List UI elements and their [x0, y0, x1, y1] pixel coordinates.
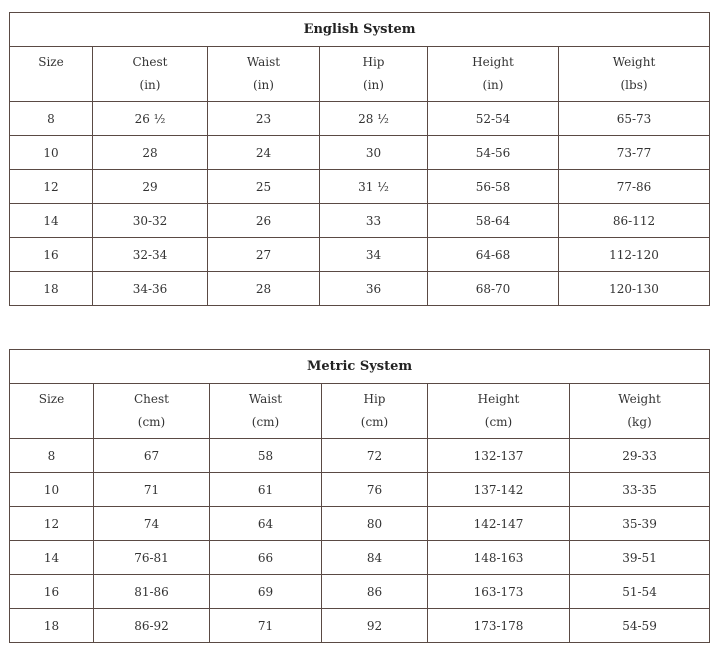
col-header-hip	[320, 47, 428, 102]
waist-cell: 66	[210, 541, 322, 575]
header-label: Chest	[132, 55, 168, 69]
weight-cell: 29-33	[570, 439, 710, 473]
chest-cell: 76-81	[94, 541, 210, 575]
weight-cell: 54-59	[570, 609, 710, 643]
header-unit: (in)	[253, 78, 274, 92]
metric-size-table	[9, 349, 710, 643]
size-cell: 14	[10, 204, 93, 238]
hip-cell: 72	[322, 439, 428, 473]
weight-cell: 77-86	[559, 170, 710, 204]
table-row	[10, 238, 710, 272]
weight-cell: 86-112	[559, 204, 710, 238]
size-cell: 14	[10, 541, 94, 575]
weight-cell: 73-77	[559, 136, 710, 170]
col-header-height	[428, 384, 570, 439]
height-cell: 52-54	[428, 102, 559, 136]
table-title: English System	[10, 13, 710, 47]
header-label: Hip	[363, 392, 386, 406]
weight-cell: 65-73	[559, 102, 710, 136]
waist-cell: 25	[208, 170, 320, 204]
height-cell: 64-68	[428, 238, 559, 272]
col-header-size	[10, 47, 93, 102]
weight-cell: 51-54	[570, 575, 710, 609]
height-cell: 148-163	[428, 541, 570, 575]
chest-cell: 67	[94, 439, 210, 473]
waist-cell: 27	[208, 238, 320, 272]
header-label: Size	[38, 55, 64, 69]
chest-cell: 29	[93, 170, 208, 204]
hip-cell: 30	[320, 136, 428, 170]
header-label: Waist	[248, 392, 283, 406]
english-size-table	[9, 12, 710, 306]
header-label: Weight	[612, 55, 656, 69]
table-row	[10, 170, 710, 204]
hip-cell: 76	[322, 473, 428, 507]
table-title: Metric System	[10, 350, 710, 384]
table-row	[10, 102, 710, 136]
chest-cell: 86-92	[94, 609, 210, 643]
weight-cell: 112-120	[559, 238, 710, 272]
hip-cell: 84	[322, 541, 428, 575]
height-cell: 58-64	[428, 204, 559, 238]
hip-cell: 28 ½	[320, 102, 428, 136]
size-cell: 16	[10, 238, 93, 272]
size-cell: 10	[10, 136, 93, 170]
size-cell: 16	[10, 575, 94, 609]
header-unit: (cm)	[484, 415, 513, 429]
header-label: Weight	[618, 392, 661, 406]
height-cell: 137-142	[428, 473, 570, 507]
hip-cell: 92	[322, 609, 428, 643]
waist-cell: 24	[208, 136, 320, 170]
hip-cell: 33	[320, 204, 428, 238]
header-unit: (in)	[363, 78, 384, 92]
waist-cell: 26	[208, 204, 320, 238]
chest-cell: 28	[93, 136, 208, 170]
hip-cell: 34	[320, 238, 428, 272]
table-row	[10, 507, 710, 541]
col-header-hip	[322, 384, 428, 439]
header-label: Hip	[362, 55, 385, 69]
table-row	[10, 272, 710, 306]
chest-cell: 34-36	[93, 272, 208, 306]
chest-cell: 74	[94, 507, 210, 541]
col-header-waist	[210, 384, 322, 439]
table-row	[10, 575, 710, 609]
hip-cell: 36	[320, 272, 428, 306]
header-unit: (kg)	[627, 415, 652, 429]
waist-cell: 64	[210, 507, 322, 541]
size-cell: 8	[10, 439, 94, 473]
col-header-chest	[93, 47, 208, 102]
col-header-waist	[208, 47, 320, 102]
height-cell: 132-137	[428, 439, 570, 473]
header-label: Height	[477, 392, 520, 406]
header-unit: (cm)	[251, 415, 280, 429]
hip-cell: 31 ½	[320, 170, 428, 204]
hip-cell: 80	[322, 507, 428, 541]
col-header-size	[10, 384, 94, 439]
waist-cell: 28	[208, 272, 320, 306]
header-row	[10, 47, 710, 102]
height-cell: 163-173	[428, 575, 570, 609]
header-unit: (cm)	[360, 415, 389, 429]
weight-cell: 39-51	[570, 541, 710, 575]
header-label: Size	[38, 392, 65, 406]
height-cell: 56-58	[428, 170, 559, 204]
table-row	[10, 439, 710, 473]
header-label: Waist	[246, 55, 281, 69]
weight-cell: 33-35	[570, 473, 710, 507]
size-cell: 12	[10, 170, 93, 204]
header-unit: (cm)	[137, 415, 166, 429]
waist-cell: 71	[210, 609, 322, 643]
chest-cell: 32-34	[93, 238, 208, 272]
chest-cell: 26 ½	[93, 102, 208, 136]
hip-cell: 86	[322, 575, 428, 609]
size-cell: 18	[10, 272, 93, 306]
chest-cell: 71	[94, 473, 210, 507]
table-row	[10, 473, 710, 507]
height-cell: 68-70	[428, 272, 559, 306]
height-cell: 173-178	[428, 609, 570, 643]
waist-cell: 58	[210, 439, 322, 473]
header-row	[10, 384, 710, 439]
header-label: Chest	[134, 392, 169, 406]
chest-cell: 81-86	[94, 575, 210, 609]
col-header-height	[428, 47, 559, 102]
header-label: Height	[472, 55, 514, 69]
col-header-chest	[94, 384, 210, 439]
header-unit: (lbs)	[620, 78, 648, 92]
table-row	[10, 136, 710, 170]
chest-cell: 30-32	[93, 204, 208, 238]
header-unit: (in)	[482, 78, 504, 92]
weight-cell: 35-39	[570, 507, 710, 541]
size-cell: 12	[10, 507, 94, 541]
size-cell: 10	[10, 473, 94, 507]
weight-cell: 120-130	[559, 272, 710, 306]
col-header-weight	[559, 47, 710, 102]
table-row	[10, 204, 710, 238]
height-cell: 54-56	[428, 136, 559, 170]
waist-cell: 69	[210, 575, 322, 609]
size-cell: 18	[10, 609, 94, 643]
height-cell: 142-147	[428, 507, 570, 541]
header-unit: (in)	[139, 78, 161, 92]
table-row	[10, 609, 710, 643]
table-row	[10, 541, 710, 575]
size-cell: 8	[10, 102, 93, 136]
waist-cell: 61	[210, 473, 322, 507]
col-header-weight	[570, 384, 710, 439]
waist-cell: 23	[208, 102, 320, 136]
